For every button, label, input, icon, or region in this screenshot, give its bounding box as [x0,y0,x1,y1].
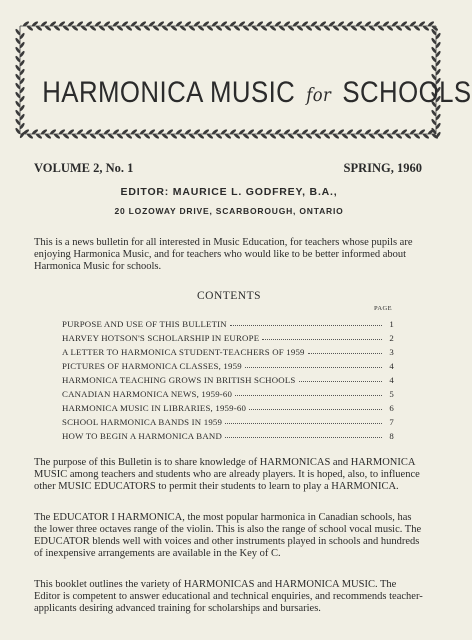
toc-item-page: 5 [389,389,394,399]
volume-label: VOLUME 2, No. 1 [34,161,134,175]
editor-address: 20 LOZOWAY DRIVE, SCARBOROUGH, ONTARIO [114,206,344,216]
leader-dots [245,366,382,368]
purpose-paragraph: The purpose of this Bulletin is to share knowledge of HARMONICAS and HARMONICA MUSIC among teachers and students who are already players. It is hoped, also, to influence other MUSIC EDUCATORS to permit their students to learn to play a HARMONICA. [34,457,420,492]
toc-item-page: 4 [389,375,394,385]
leader-dots [308,352,382,354]
masthead-title [42,76,472,110]
title-schools: SCHOOLS [342,76,472,109]
toc-item-page: 3 [389,347,394,357]
leader-dots [225,436,382,438]
leader-dots [230,324,382,326]
toc-item-title: HARMONICA TEACHING GROWS IN BRITISH SCHOOLS [62,375,296,385]
leader-dots [262,338,382,340]
toc-item-title: HOW TO BEGIN A HARMONICA BAND [62,431,223,441]
toc-item-title: HARMONICA MUSIC IN LIBRARIES, 1959-60 [62,403,247,413]
leader-dots [249,408,382,410]
intro-paragraph: This is a news bulletin for all interested in Music Education, for teachers whose pupils are enjoying Harmonica Music, and for teachers who would like to be better informed about Harmonica Music for schools. [34,237,413,272]
page-column-label: PAGE [374,305,392,312]
leader-dots [299,380,382,382]
toc-item [62,315,394,329]
toc-item-page: 7 [389,417,394,427]
toc-item [62,371,394,385]
issue-date: SPRING, 1960 [343,161,422,175]
toc-item-title: PICTURES OF HARMONICA CLASSES, 1959 [62,361,242,371]
title-harmonica-music: HARMONICA MUSIC [42,76,296,109]
leader-dots [225,422,382,424]
toc-item-page: 1 [389,319,394,329]
toc-item-title: A LETTER TO HARMONICA STUDENT-TEACHERS OF 1959 [62,347,305,357]
toc-item-page: 2 [389,333,394,343]
educator-paragraph: The EDUCATOR I HARMONICA, the most popular harmonica in Canadian schools, has the lower three octaves range of the violin. This is also the range of school vocal music. The EDUCATOR blends well with voices and other instruments played in schools and hundreds of inexpensive arrangements are available in the Key of C. [34,512,422,559]
title-for: for [306,84,332,106]
toc-item-page: 8 [389,431,394,441]
table-of-contents [62,315,394,441]
toc-item [62,343,394,357]
toc-item [62,413,394,427]
toc-item-title: PURPOSE AND USE OF THIS BULLETIN [62,319,227,329]
editor-line: EDITOR: MAURICE L. GODFREY, B.A., [120,186,338,198]
contents-heading: CONTENTS [196,290,262,302]
toc-item [62,329,394,343]
toc-item-page: 6 [389,403,394,413]
toc-item [62,399,394,413]
toc-item-title: CANADIAN HARMONICA NEWS, 1959-60 [62,389,233,399]
toc-item-title: SCHOOL HARMONICA BANDS IN 1959 [62,417,223,427]
booklet-paragraph: This booklet outlines the variety of HARMONICAS and HARMONICA MUSIC. The Editor is competent to answer educational and technical enquiries, and recommends teacher-applicants desiring advanced training for scholarships and bursaries. [34,579,423,614]
toc-item [62,427,394,441]
masthead-frame [12,18,472,142]
toc-item [62,357,394,371]
toc-item-page: 4 [389,361,394,371]
toc-item [62,385,394,399]
toc-item-title: HARVEY HOTSON'S SCHOLARSHIP IN EUROPE [62,333,260,343]
leader-dots [235,394,382,396]
